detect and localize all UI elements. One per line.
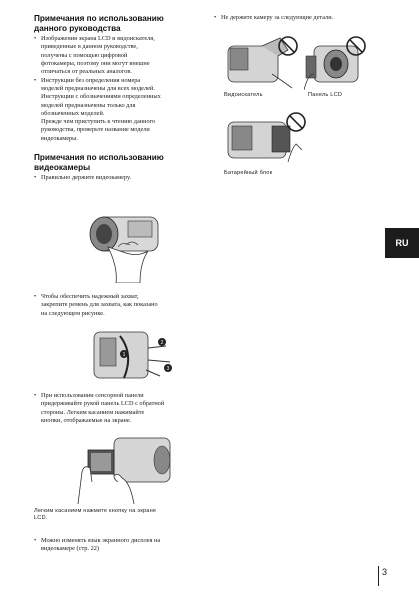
- hold-camera-illustration: [78, 207, 178, 283]
- battery-illustration: [222, 108, 312, 168]
- bullet-language: • Можно изменять язык экранного дисплея на видеокамере (стр. 22): [34, 537, 206, 554]
- right-column: [214, 14, 374, 22]
- bullet-touch-panel: • При использовании сенсорной панели придерживайте рукой панель LCD с обратной стороны. Легким касанием нажимайте кнопки, отображаемые на экране.: [34, 392, 206, 425]
- left-column: [34, 14, 206, 183]
- camera-lcd-icon: [304, 34, 370, 90]
- page-number-divider: [378, 566, 379, 586]
- strap-step-1: 1: [122, 352, 126, 358]
- lcd-panel-illustration: [304, 34, 370, 90]
- left-column-strap: [34, 293, 206, 318]
- viewfinder-illustration: [222, 34, 302, 90]
- page-number: 3: [382, 567, 388, 577]
- left-column-language: [34, 537, 206, 554]
- section-heading-camcorder: Примечания по использованию видеокамеры: [34, 153, 164, 172]
- bullet-hold-correctly: • Правильно держите видеокамеру.: [34, 174, 206, 182]
- camera-viewfinder-icon: [222, 34, 302, 90]
- section-heading-manual: Примечания по использованию данного руководства: [34, 14, 164, 33]
- caption-lcd-panel: Панель LCD: [308, 92, 343, 98]
- grip-belt-illustration: [84, 324, 184, 386]
- caption-viewfinder: Видоискатель: [224, 92, 263, 98]
- strap-step-2: 2: [160, 340, 164, 346]
- language-tab: RU: [385, 228, 419, 258]
- bullet-screen-images: • Изображения экрана LCD и видоискателя, приведенные в данном руководстве, получены с помощью цифровой фотокамеры, поэтому они могут внешне отличаться от реальных аналогов.: [34, 35, 206, 76]
- caption-battery: Батарейный блок: [224, 170, 273, 176]
- hand-holding-camera-icon: [78, 207, 178, 283]
- touch-caption-block: [34, 508, 206, 523]
- touch-lcd-icon: [74, 432, 184, 504]
- bullet-dont-hold: • Не держите камеру за следующие детали.: [214, 14, 374, 22]
- grip-belt-icon: [84, 324, 184, 386]
- touch-lcd-illustration: [74, 432, 184, 504]
- touch-caption: Легким касанием нажмите кнопку на экране LCD.: [34, 508, 157, 522]
- strap-step-3: 3: [166, 366, 170, 372]
- left-column-touch: [34, 392, 206, 425]
- bullet-grip-belt: • Чтобы обеспечить надежный захват, закрепите ремень для захвата, как показано на следующем рисунке.: [34, 293, 206, 318]
- bullet-model-instructions: • Инструкции без определения номера моделей предназначены для всех моделей. Инструкции с обозначениями определенных моделей предназначены только для обозначенных моделей. Прежде чем приступить к чтению данного руководства, проверьте название модели видеокамеры.: [34, 77, 206, 143]
- camera-battery-icon: [222, 108, 312, 168]
